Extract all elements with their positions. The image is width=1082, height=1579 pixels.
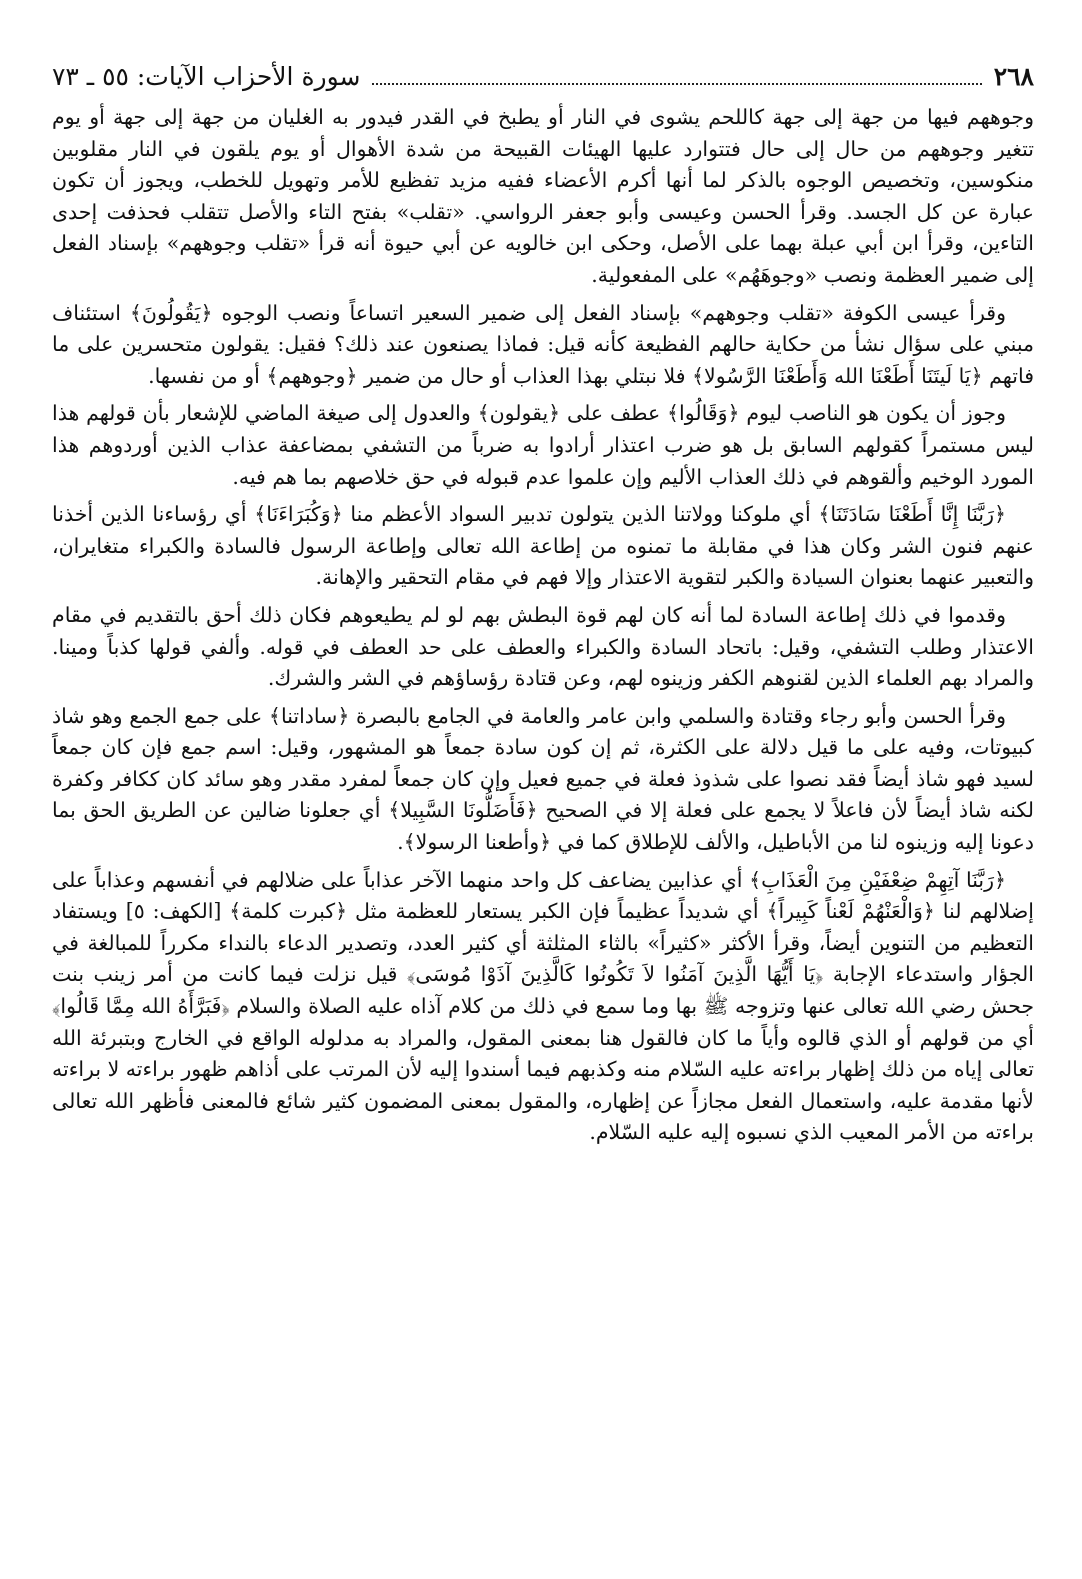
header-leader-dots — [372, 69, 981, 85]
paragraph: ﴿رَبَّنَا إِنَّا أَطَعْنَا سَادَتَنَا﴾ أي ملوكنا وولاتنا الذين يتولون تدبير السواد الأعظم منا ﴿وَكُبَرَاءَنَا﴾ أي رؤساءنا الذين أخذنا عنهم فنون الشر وكان هذا في مقابلة ما تمنوه من إطاعة الله تعالى وإطاعة الرسول فالسادة والكبراء متغايران، والتعبير عنهما بعنوان السيادة والكبر لتقوية الاعتذار وإلا فهم في مقام التحقير والإهانة. — [52, 502, 1034, 590]
paragraph: وقرأ عيسى الكوفة «تقلب وجوههم» بإسناد الفعل إلى ضمير السعير اتساعاً ونصب الوجوه ﴿يَقُولُونَ﴾ استئناف مبني على سؤال نشأ من حكاية حالهم الفظيعة كأنه قيل: فماذا يصنعون عند ذلك؟ فقيل: يقولون متحسرين على ما فاتهم ﴿يَا لَيتَنَا أَطَعْنَا الله وَأَطَعْنَا الرَّسُولا﴾ فلا نبتلي بهذا العذاب أو حال من ضمير ﴿وجوههم﴾ أو من نفسها. — [52, 300, 1034, 388]
paragraph: وقدموا في ذلك إطاعة السادة لما أنه كان لهم قوة البطش بهم لو لم يطيعوهم فكان ذلك أحق بالتقديم في مقام الاعتذار وطلب التشفي، وقيل: باتحاد السادة والكبراء والعطف على حد العطف في قوله. وألفي قولها كذباً ومينا. والمراد بهم العلماء الذين لقنوهم الكفر وزينوه لهم، وعن قتادة رؤساؤهم في الشر والشرك. — [52, 602, 1034, 691]
paragraph: ﴿رَبَّنَا آتِهِمْ ضِعْفَيْنِ مِنَ الْعَذَابِ﴾ أي عذابين يضاعف كل واحد منهما الآخر عذاباً على ضلالهم في أنفسهم وعذاباً على إضلالهم لنا ﴿وَالْعَنْهُمْ لَعْناً كَبِيراً﴾ أي شديداً عظيماً فإن الكبر يستعار للعظمة مثل ﴿كبرت كلمة﴾ [الكهف: ٥] ويستفاد التعظيم من التنوين أيضاً، وقرأ الأكثر «كثيراً» بالثاء المثلثة أي كثير العدد، وتصدير الدعاء بالنداء مكرراً للمبالغة في الجؤار واستدعاء الإجابة ﴿يَا أَيُّهَا الَّذِينَ آمَنُوا لاَ تَكُونُوا كَالَّذِينَ آذَوْا مُوسَى﴾ قيل نزلت فيما كانت من أمر زينب بنت جحش رضي الله تعالى عنها وتزوجه ﷺ بها وما سمع في ذلك من كلام آذاه عليه الصلاة والسلام ﴿فَبَرَّأَهُ الله مِمَّا قَالُوا﴾ أي من قولهم أو الذي قالوه وأياً ما كان فالقول هنا بمعنى المقول، والمراد به مدلوله الواقع في الخارج وبتبرئة الله تعالى إياه من ذلك إظهار براءته عليه السّلام منه وكذبهم فيما أسندوا إليه لأن المرتب على أذاهم ظهور براءته لا براءته لأنها مقدمة عليه، واستعمال الفعل مجازاً عن إظهاره، والمقول بمعنى المضمون كثير شائع فالمعنى فأظهر الله تعالى براءته من الأمر المعيب الذي نسبوه إليه عليه السّلام. — [52, 867, 1034, 1145]
paragraph: وجوز أن يكون هو الناصب ليوم ﴿وَقَالُوا﴾ عطف على ﴿يقولون﴾ والعدول إلى صيغة الماضي للإشعار بأن قولهم هذا ليس مستمراً كقولهم السابق بل هو ضرب اعتذار أرادوا به ضرباً من التشفي بمضاعفة عذاب الذين أوردوهم هذا المورد الوخيم وألقوهم في ذلك العذاب الأليم وإن علموا عدم قبوله في حق خلاصهم بما هم فيه. — [52, 401, 1034, 489]
page-body — [52, 102, 1034, 1149]
paragraph: وجوههم فيها من جهة إلى جهة كاللحم يشوى في النار أو يطبخ في القدر فيدور به الغليان من جهة إلى جهة أو يوم تتغير وجوههم من حال إلى حال فتتوارد عليها الهيئات القبيحة من شدة الأهوال أو يوم يلقون في النار مقلوبين منكوسين، وتخصيص الوجوه بالذكر لما أنها أكرم الأعضاء ففيه مزيد تفظيع للأمر وتهويل للخطب، ويجوز أن تكون عبارة عن كل الجسد. وقرأ الحسن وعيسى وأبو جعفر الرواسي. «تقلب» بفتح التاء والأصل تتقلب فحذفت إحدى التاءين، وقرأ ابن أبي عبلة بهما على الأصل، وحكى ابن خالويه عن أبي حيوة أنه قرأ «تقلب وجوههم» بإسناد الفعل إلى ضمير العظمة ونصب «وجوهَهُم» على المفعولية. — [52, 105, 1034, 287]
running-title: سورة الأحزاب الآيات: ٥٥ ـ ٧٣ — [52, 62, 361, 91]
paragraph: وقرأ الحسن وأبو رجاء وقتادة والسلمي وابن عامر والعامة في الجامع بالبصرة ﴿ساداتنا﴾ على جمع الجمع وهو شاذ كبيوتات، وفيه على ما قيل دلالة على الكثرة، ثم إن كون سادة جمعاً هو المشهور، وقيل: اسم جمع فإن كان جمعاً لسيد فهو شاذ أيضاً فقد نصوا على شذوذ فعلة في جميع فعيل وإن كان جمعاً لمفرد مقدر وهو سائد كان ككافر وكفرة لكنه شاذ أيضاً لأن فاعلاً لا يجمع على فعلة إلا في الصحيح ﴿فَأَضَلُّونَا السَّبِيلا﴾ أي جعلونا ضالين عن الطريق الحق بما دعونا إليه وزينوه لنا من الأباطيل، والألف للإطلاق كما في ﴿وأطعنا الرسولا﴾. — [52, 703, 1034, 855]
page-number: ٢٦٨ — [993, 62, 1034, 91]
page-header — [52, 62, 1034, 98]
